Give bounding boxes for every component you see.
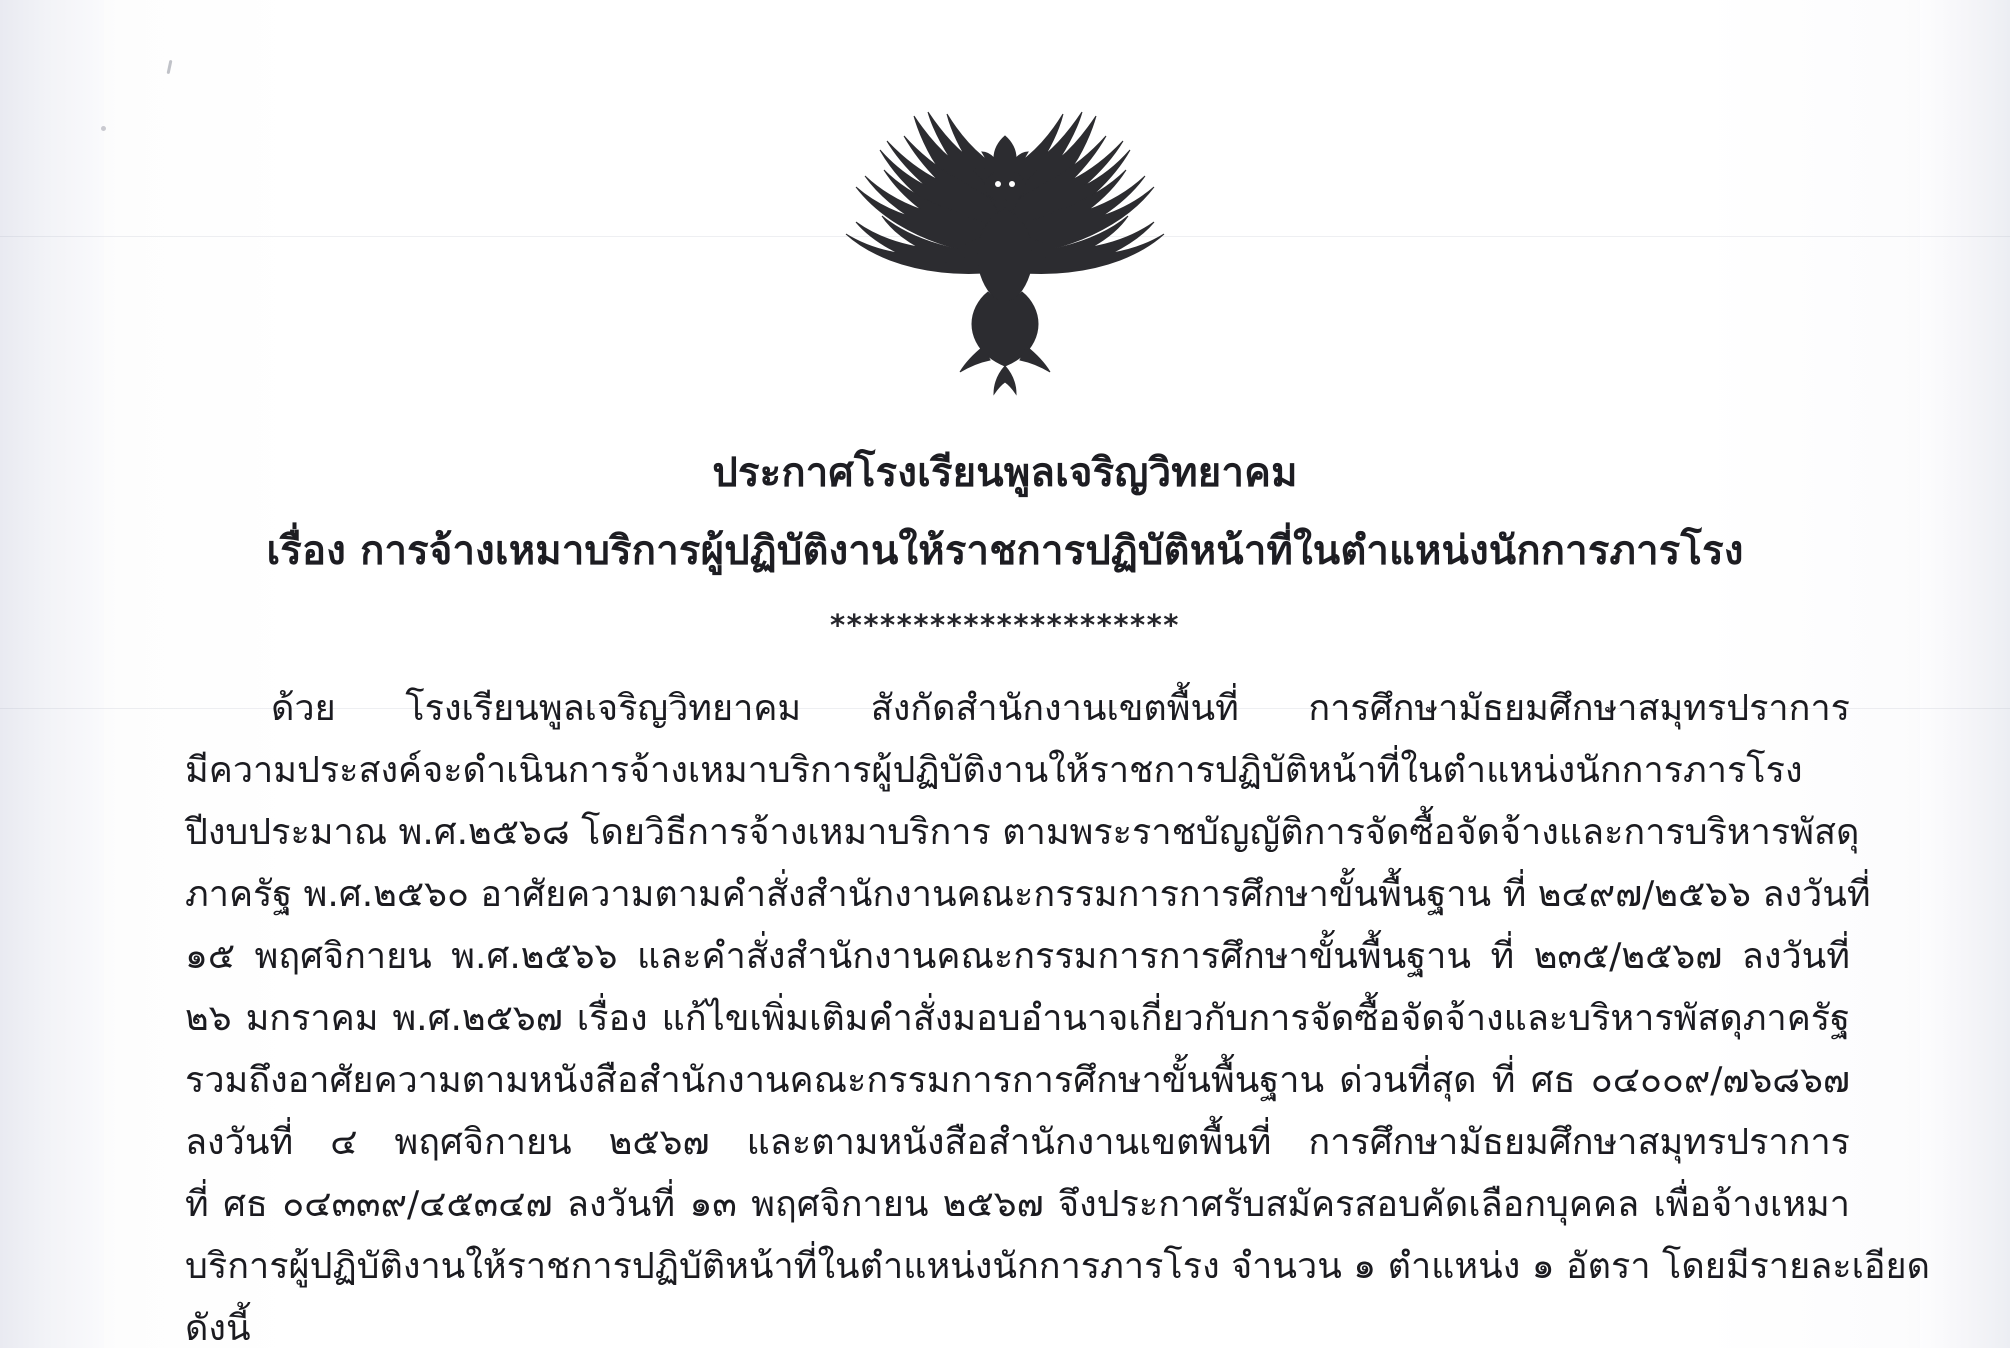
asterisk-separator: ********************* — [830, 608, 1180, 642]
body-line — [185, 864, 1871, 926]
body-line-text: ปีงบประมาณ พ.ศ.๒๕๖๘ โดยวิธีการจ้างเหมาบริการ ตามพระราชบัญญัติการจัดซื้อจัดจ้างและการบริหารพัสดุ — [185, 812, 1860, 853]
body-line — [185, 926, 1850, 988]
body-line — [185, 802, 1860, 864]
body-line-text: รวมถึงอาศัยความตามหนังสือสำนักงานคณะกรรมการการศึกษาขั้นพื้นฐาน ด่วนที่สุด ที่ ศธ ๐๔๐๐๙/๗๖๘๖๗ — [185, 1060, 1850, 1101]
body-line-text: ที่ ศธ ๐๔๓๓๙/๔๕๓๔๗ ลงวันที่ ๑๓ พฤศจิกายน ๒๕๖๗ จึงประกาศรับสมัครสอบคัดเลือกบุคคล เพื่อจ้างเหมา — [185, 1184, 1850, 1225]
document-body — [185, 678, 1930, 1360]
document-title: ประกาศโรงเรียนพูลเจริญวิทยาคม — [712, 450, 1298, 496]
body-line — [185, 1174, 1850, 1236]
body-line-text: บริการผู้ปฏิบัติงานให้ราชการปฏิบัติหน้าที่ในตำแหน่งนักการภารโรง จำนวน ๑ ตำแหน่ง ๑ อัตรา โดยมีรายละเอียด — [185, 1246, 1930, 1287]
body-line-text: ลงวันที่ ๔ พฤศจิกายน ๒๕๖๗ และตามหนังสือสำนักงานเขตพื้นที่ การศึกษามัธยมศึกษาสมุทรปราการ — [185, 1122, 1850, 1163]
body-line — [185, 740, 1850, 802]
body-line-text: ด้วย โรงเรียนพูลเจริญวิทยาคม สังกัดสำนักงานเขตพื้นที่ การศึกษามัธยมศึกษาสมุทรปราการ — [271, 688, 1850, 729]
garuda-emblem — [840, 108, 1170, 398]
body-line — [185, 678, 1850, 740]
body-line-text: ๒๖ มกราคม พ.ศ.๒๕๖๗ เรื่อง แก้ไขเพิ่มเติมคำสั่งมอบอำนาจเกี่ยวกับการจัดซื้อจัดจ้างและบริหารพัสดุภาครัฐ — [185, 998, 1850, 1039]
body-line-text: ภาครัฐ พ.ศ.๒๕๖๐ อาศัยความตามคำสั่งสำนักงานคณะกรรมการการศึกษาขั้นพื้นฐาน ที่ ๒๔๙๗/๒๕๖๖ ลงวันที่ — [185, 874, 1871, 915]
body-line-text: ๑๕ พฤศจิกายน พ.ศ.๒๕๖๖ และคำสั่งสำนักงานคณะกรรมการการศึกษาขั้นพื้นฐาน ที่ ๒๓๕/๒๕๖๗ ลงวันที่ — [185, 936, 1850, 977]
document-subject: เรื่อง การจ้างเหมาบริการผู้ปฏิบัติงานให้ราชการปฏิบัติหน้าที่ในตำแหน่งนักการภารโรง — [266, 528, 1744, 574]
body-line-text: ดังนี้ — [185, 1308, 251, 1349]
body-line — [185, 988, 1850, 1050]
body-line — [185, 1050, 1850, 1112]
body-line — [185, 1298, 1850, 1360]
body-line-text: มีความประสงค์จะดำเนินการจ้างเหมาบริการผู้ปฏิบัติงานให้ราชการปฏิบัติหน้าที่ในตำแหน่งนักการภารโรง — [185, 750, 1803, 791]
body-line — [185, 1112, 1850, 1174]
body-line — [185, 1236, 1930, 1298]
